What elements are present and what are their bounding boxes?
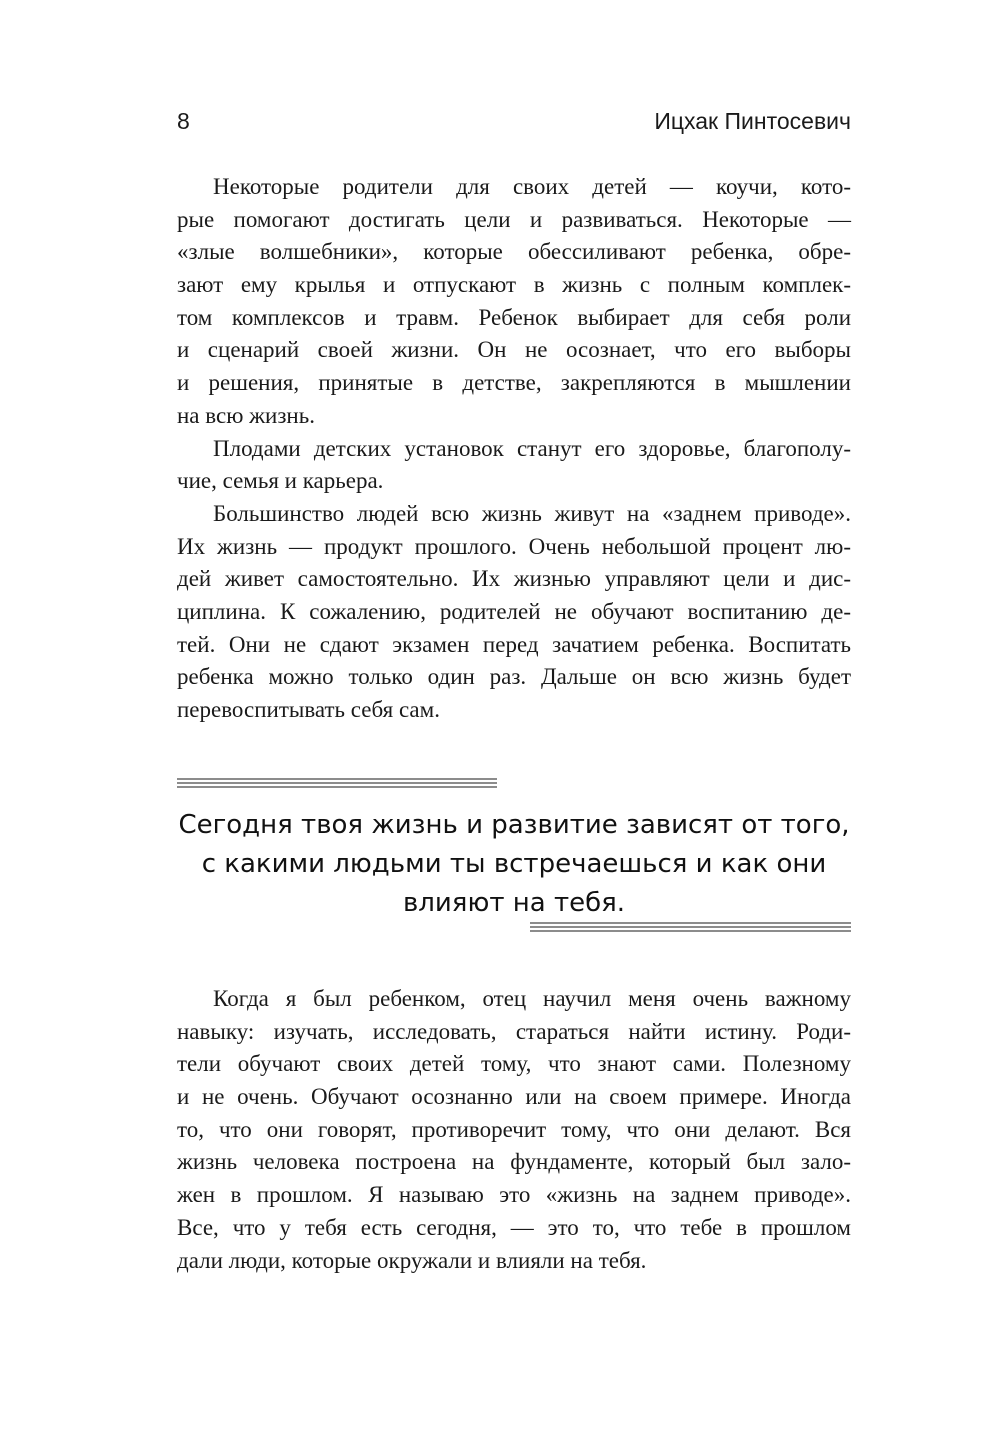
paragraph-line: и сценарий своей жизни. Он не осознает, что его выборы	[177, 337, 851, 363]
paragraph-line: и решения, принятые в детстве, закрепляются в мышлении	[177, 370, 851, 396]
paragraph-line: том комплексов и травм. Ребенок выбирает для себя роли	[177, 304, 851, 330]
paragraph-line: Их жизнь — продукт прошлого. Очень небольшой процент лю-	[177, 533, 851, 559]
paragraph-line: Плодами детских установок станут его здоровье, благополу-	[213, 435, 851, 461]
paragraph	[177, 498, 851, 727]
paragraph-line: «злые волшебники», которые обессиливают ребенка, обре-	[177, 239, 851, 265]
paragraph-line: рые помогают достигать цели и развиваться. Некоторые —	[177, 206, 851, 232]
paragraph-line: тели обучают своих детей тому, что знают сами. Полезному	[177, 1051, 851, 1077]
paragraph-line: дей живет самостоятельно. Их жизнью управляют цели и дис-	[177, 566, 851, 592]
paragraph-line: Некоторые родители для своих детей — коучи, кото-	[213, 174, 851, 199]
pull-quote-line: с какими людьми ты встречаешься и как они	[201, 849, 827, 879]
paragraph-line: жен в прошлом. Я называю это «жизнь на заднем приводе».	[177, 1182, 851, 1208]
paragraph-line: то, что они говорят, противоречит тому, что они делают. Вся	[177, 1116, 851, 1142]
paragraph-line: циплина. К сожалению, родителей не обучают воспитанию де-	[177, 598, 851, 624]
running-header-author: Ицхак Пинтосевич	[654, 108, 851, 134]
paragraph-line: тей. Они не сдают экзамен перед зачатием ребенка. Воспитать	[177, 631, 851, 657]
paragraph-line: жизнь человека построена на фундаменте, который был зало-	[177, 1149, 851, 1175]
paragraph	[177, 433, 851, 498]
pull-quote-line: Сегодня твоя жизнь и развитие зависят от того,	[178, 810, 850, 840]
running-header	[177, 108, 851, 142]
pull-quote	[177, 806, 851, 923]
quote-rule-top	[177, 778, 497, 790]
quote-rule-bottom	[530, 922, 851, 934]
body-text-top	[177, 171, 851, 727]
paragraph-line: ребенка можно только один раз. Дальше он всю жизнь будет	[177, 664, 851, 690]
paragraph-line: Все, что у тебя есть сегодня, — это то, что тебе в прошлом	[177, 1214, 851, 1240]
paragraph-line: чие, семья и карьера.	[177, 468, 384, 494]
paragraph-line: зают ему крылья и отпускают в жизнь с полным комплек-	[177, 272, 851, 298]
paragraph-line: дали люди, которые окружали и влияли на тебя.	[177, 1247, 647, 1273]
paragraph	[177, 171, 851, 433]
pull-quote-line: влияют на тебя.	[402, 888, 626, 918]
paragraph-line: навыку: изучать, исследовать, стараться найти истину. Роди-	[177, 1018, 851, 1044]
page-number: 8	[177, 108, 190, 134]
body-text-bottom	[177, 983, 851, 1277]
paragraph-line: перевоспитывать себя сам.	[177, 697, 440, 722]
paragraph	[177, 983, 851, 1277]
paragraph-line: Большинство людей всю жизнь живут на «заднем приводе».	[213, 500, 851, 526]
paragraph-line: на всю жизнь.	[177, 402, 315, 428]
paragraph-line: и не очень. Обучают осознанно или на своем примере. Иногда	[177, 1084, 851, 1110]
paragraph-line: Когда я был ребенком, отец научил меня очень важному	[213, 986, 851, 1011]
